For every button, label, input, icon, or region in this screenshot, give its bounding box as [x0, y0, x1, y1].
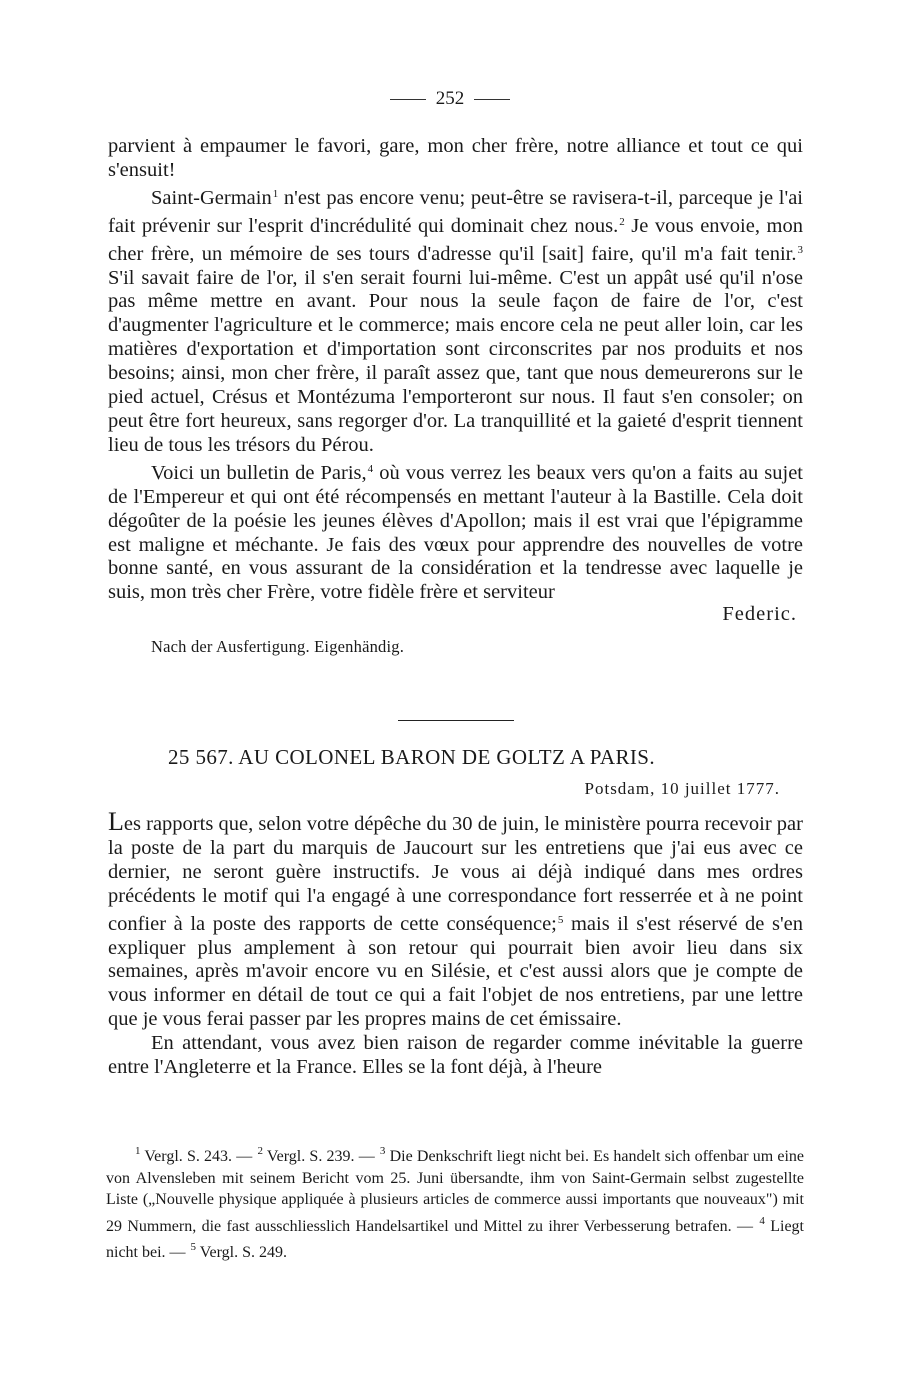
paragraph-2-part-a: Saint-Germain — [151, 186, 272, 209]
paragraph-2 — [108, 183, 803, 458]
source-note: Nach der Ausfertigung. Eigenhändig. — [151, 637, 405, 657]
footnotes — [106, 1141, 804, 1264]
paragraph-4 — [108, 807, 803, 1032]
footnote-mark-5: 5 — [190, 1241, 197, 1254]
footnote-mark-2: 2 — [257, 1145, 263, 1157]
letter-2-heading: 25 567. AU COLONEL BARON DE GOLTZ A PARIS. — [168, 745, 656, 769]
footnote-ref-5: 5 — [557, 913, 564, 926]
footnote-ref-4: 4 — [367, 462, 374, 475]
letter-1-body — [108, 135, 803, 659]
paragraph-2-part-c: Je vous envoie, mon cher frère, un mémoire de ses tours d'adresse qu'il [sait] faire, qu'il m'a fait tenir. — [108, 214, 803, 265]
footnote-mark-1: 1 — [135, 1145, 141, 1157]
left-dash — [390, 99, 426, 100]
paragraph-3-part-a: Voici un bulletin de Paris, — [151, 461, 367, 484]
paragraph-2-part-d: S'il savait faire de l'or, il s'en serait fourni lui-même. C'est un appât usé qu'il n'ose pas même mettre en avant. Pour nous la seule façon de faire de l'or, c'est d'augmenter l'agriculture et le commerce; mais encore cela ne peut aller loin, car les matières d'exportation et d'importation sont circonscrites par nos produits et nos besoins; ainsi, mon cher frère, il paraît assez que, tant que nous demeurerons sur le pied actuel, Crésus et Montézuma l'emporteront sur nous. Il faut s'en consoler; on peut être fort heureux, sans regorger d'or. La tranquillité et la gaieté d'esprit tiennent lieu de tous les trésors du Pérou. — [108, 266, 803, 456]
paragraph-3 — [108, 458, 803, 605]
page-number: 252 — [435, 88, 465, 109]
paragraph-2-part-b: n'est pas encore venu; peut-être se ravisera-t-il, parceque je l'ai fait prévenir sur l'esprit d'incrédulité qui dominait chez nous. — [108, 186, 803, 237]
paragraph-1: parvient à empaumer le favori, gare, mon cher frère, notre alliance et tout ce qui s'ensuit! — [108, 135, 803, 181]
footnote-2: Vergl. S. 239. — — [262, 1148, 379, 1165]
letter-2-body — [108, 807, 803, 1080]
footnote-3: Die Denkschrift liegt nicht bei. Es handelt sich offenbar um eine von Alvensleben mit seinem Bericht vom 25. Juni übersandte, ihm von Saint-Germain selbst zugestellte Liste („Nouvelle physique appliquée à plusieurs articles de commerce aussi importants que nouveaux") mit 29 Nummern, die fast ausschliesslich Handelsartikel und Mittel zu ihrer Verbesserung betrafen. — — [106, 1148, 805, 1235]
signature: Federic. — [722, 603, 797, 626]
footnote-ref-1: 1 — [272, 187, 279, 200]
paragraph-4-part-a: es rapports que, selon votre dépêche du 30 de juin, le ministère pourra recevoir par la poste de la part du marquis de Jaucourt sur les entretiens que j'ai eus avec ce dernier, ne seront guère instructifs. Je vous ai déjà indiqué dans mes ordres précédents le motif qui l'a engagé à une correspondance fort resserrée et à ne point confier à la poste des rapports de cette conséquence; — [108, 813, 803, 935]
right-dash — [474, 99, 510, 100]
footnote-mark-3: 3 — [379, 1145, 386, 1157]
footnote-ref-2: 2 — [619, 215, 625, 228]
paragraph-5: En attendant, vous avez bien raison de regarder comme inévitable la guerre entre l'Angleterre et la France. Elles se la font déjà, à l'heure — [108, 1032, 803, 1079]
page-number-line — [0, 88, 900, 110]
paragraph-4-part-b: mais il s'est réservé de s'en expliquer plus amplement à son retour qui pourrait bien avoir lieu dans six semaines, après m'avoir encore vu en Silésie, et c'est aussi alors que je compte de vous informer en détail de tout ce qui a fait l'objet de nos entretiens, par une lettre que je vous ferai passer par les propres mains de cet émissaire. — [108, 912, 803, 1031]
footnote-ref-3: 3 — [797, 243, 803, 256]
footnote-mark-4: 4 — [759, 1214, 765, 1227]
footnote-4: Liegt nicht bei. — — [106, 1217, 805, 1262]
initial-letter: L — [108, 807, 124, 836]
letter-2-dateline: Potsdam, 10 juillet 1777. — [584, 779, 780, 798]
footnote-text — [106, 1141, 804, 1264]
footnote-5: Vergl. S. 249. — [196, 1244, 288, 1262]
section-divider — [398, 720, 514, 721]
paragraph-3-part-b: où vous verrez les beaux vers qu'on a faits au sujet de l'Empereur et qui ont été récompensés en mettant l'auteur à la Bastille. Cela doit dégoûter de la poésie les jeunes élèves d'Apollon; mais il est vrai que l'épigramme est maligne et méchante. Je fais des vœux pour apprendre des nouvelles de votre bonne santé, en vous assurant de la considération et la tendresse avec laquelle je suis, mon très cher Frère, votre fidèle frère et serviteur — [108, 461, 803, 604]
footnote-1: Vergl. S. 243. — — [140, 1148, 257, 1165]
